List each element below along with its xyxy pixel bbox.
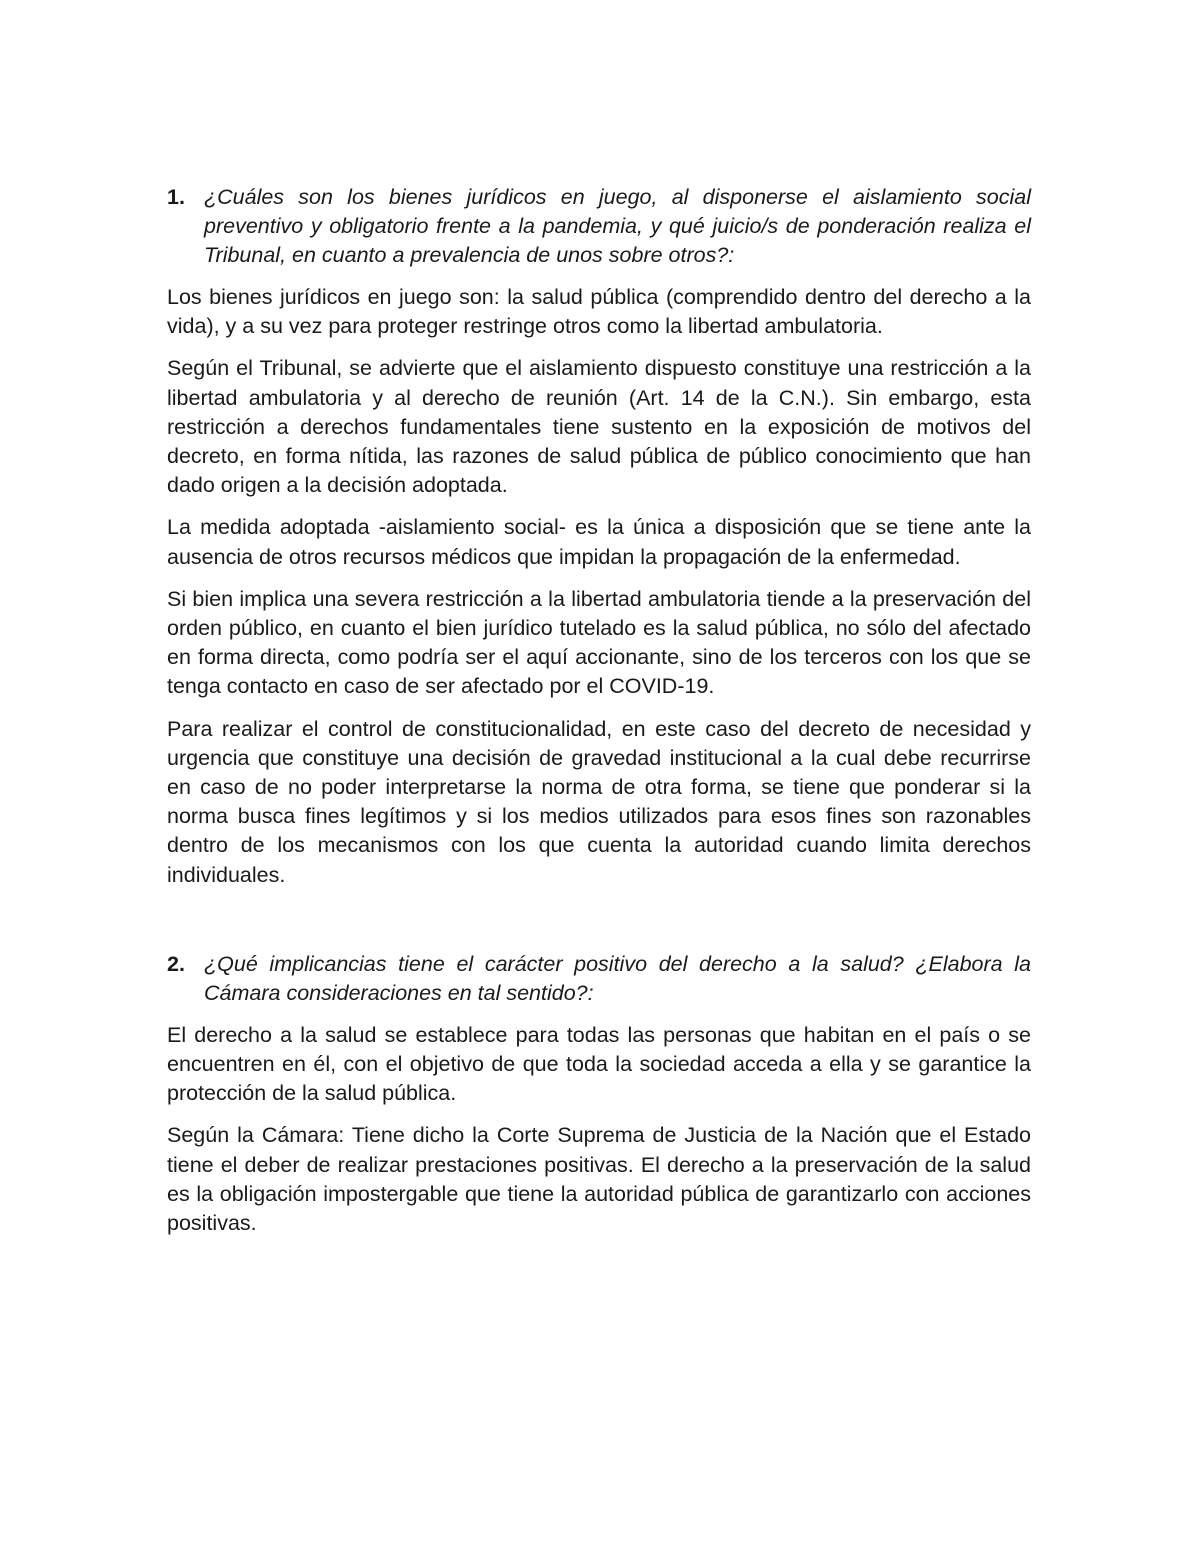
document-body <box>167 183 1031 1251</box>
answer-paragraph: Para realizar el control de constitucionalidad, en este caso del decreto de necesidad y urgencia que constituye una decisión de gravedad institucional a la cual debe recurrirse en caso de no poder interpretarse la norma de otra forma, se tiene que ponderar si la norma busca fines legítimos y si los medios utilizados para esos fines son razonables dentro de los mecanismos con los que cuenta la autoridad cuando limita derechos individuales. <box>167 716 1031 887</box>
answer-paragraph: El derecho a la salud se establece para todas las personas que habitan en el país o se encuentren en él, con el objetivo de que toda la sociedad acceda a ella y se garantice la protección de la salud pública. <box>167 1022 1031 1106</box>
question-number: 2. <box>167 951 185 976</box>
answer-paragraph: Si bien implica una severa restricción a la libertad ambulatoria tiende a la preservación del orden público, en cuanto el bien jurídico tutelado es la salud pública, no sólo del afectado en forma directa, como podría ser el aquí accionante, sino de los terceros con los que se tenga contacto en caso de ser afectado por el COVID-19. <box>167 586 1031 699</box>
question-1 <box>167 183 1031 270</box>
question-text: ¿Qué implicancias tiene el carácter positivo del derecho a la salud? ¿Elabora la Cámara consideraciones en tal sentido?: <box>204 951 1031 1005</box>
answer-paragraph: La medida adoptada -aislamiento social- es la única a disposición que se tiene ante la ausencia de otros recursos médicos que impidan la propagación de la enfermedad. <box>167 515 1031 569</box>
question-text: ¿Cuáles son los bienes jurídicos en juego, al disponerse el aislamiento social preventivo y obligatorio frente a la pandemia, y qué juicio/s de ponderación realiza el Tribunal, en cuanto a prevalencia de unos sobre otros?: <box>204 185 1031 267</box>
section-spacer <box>167 903 1031 950</box>
answer-paragraph: Los bienes jurídicos en juego son: la salud pública (comprendido dentro del derecho a la vida), y a su vez para proteger restringe otros como la libertad ambulatoria. <box>167 285 1031 339</box>
question-2 <box>167 950 1031 1008</box>
answer-paragraph: Según el Tribunal, se advierte que el aislamiento dispuesto constituye una restricción a la libertad ambulatoria y al derecho de reunión (Art. 14 de la C.N.). Sin embargo, esta restricción a derechos fundamentales tiene sustento en la exposición de motivos del decreto, en forma nítida, las razones de salud pública de público conocimiento que han dado origen a la decisión adoptada. <box>167 356 1031 498</box>
question-number: 1. <box>167 185 185 209</box>
answer-paragraph: Según la Cámara: Tiene dicho la Corte Suprema de Justicia de la Nación que el Estado tiene el deber de realizar prestaciones positivas. El derecho a la preservación de la salud es la obligación impostergable que tiene la autoridad pública de garantizarlo con acciones positivas. <box>167 1123 1031 1236</box>
